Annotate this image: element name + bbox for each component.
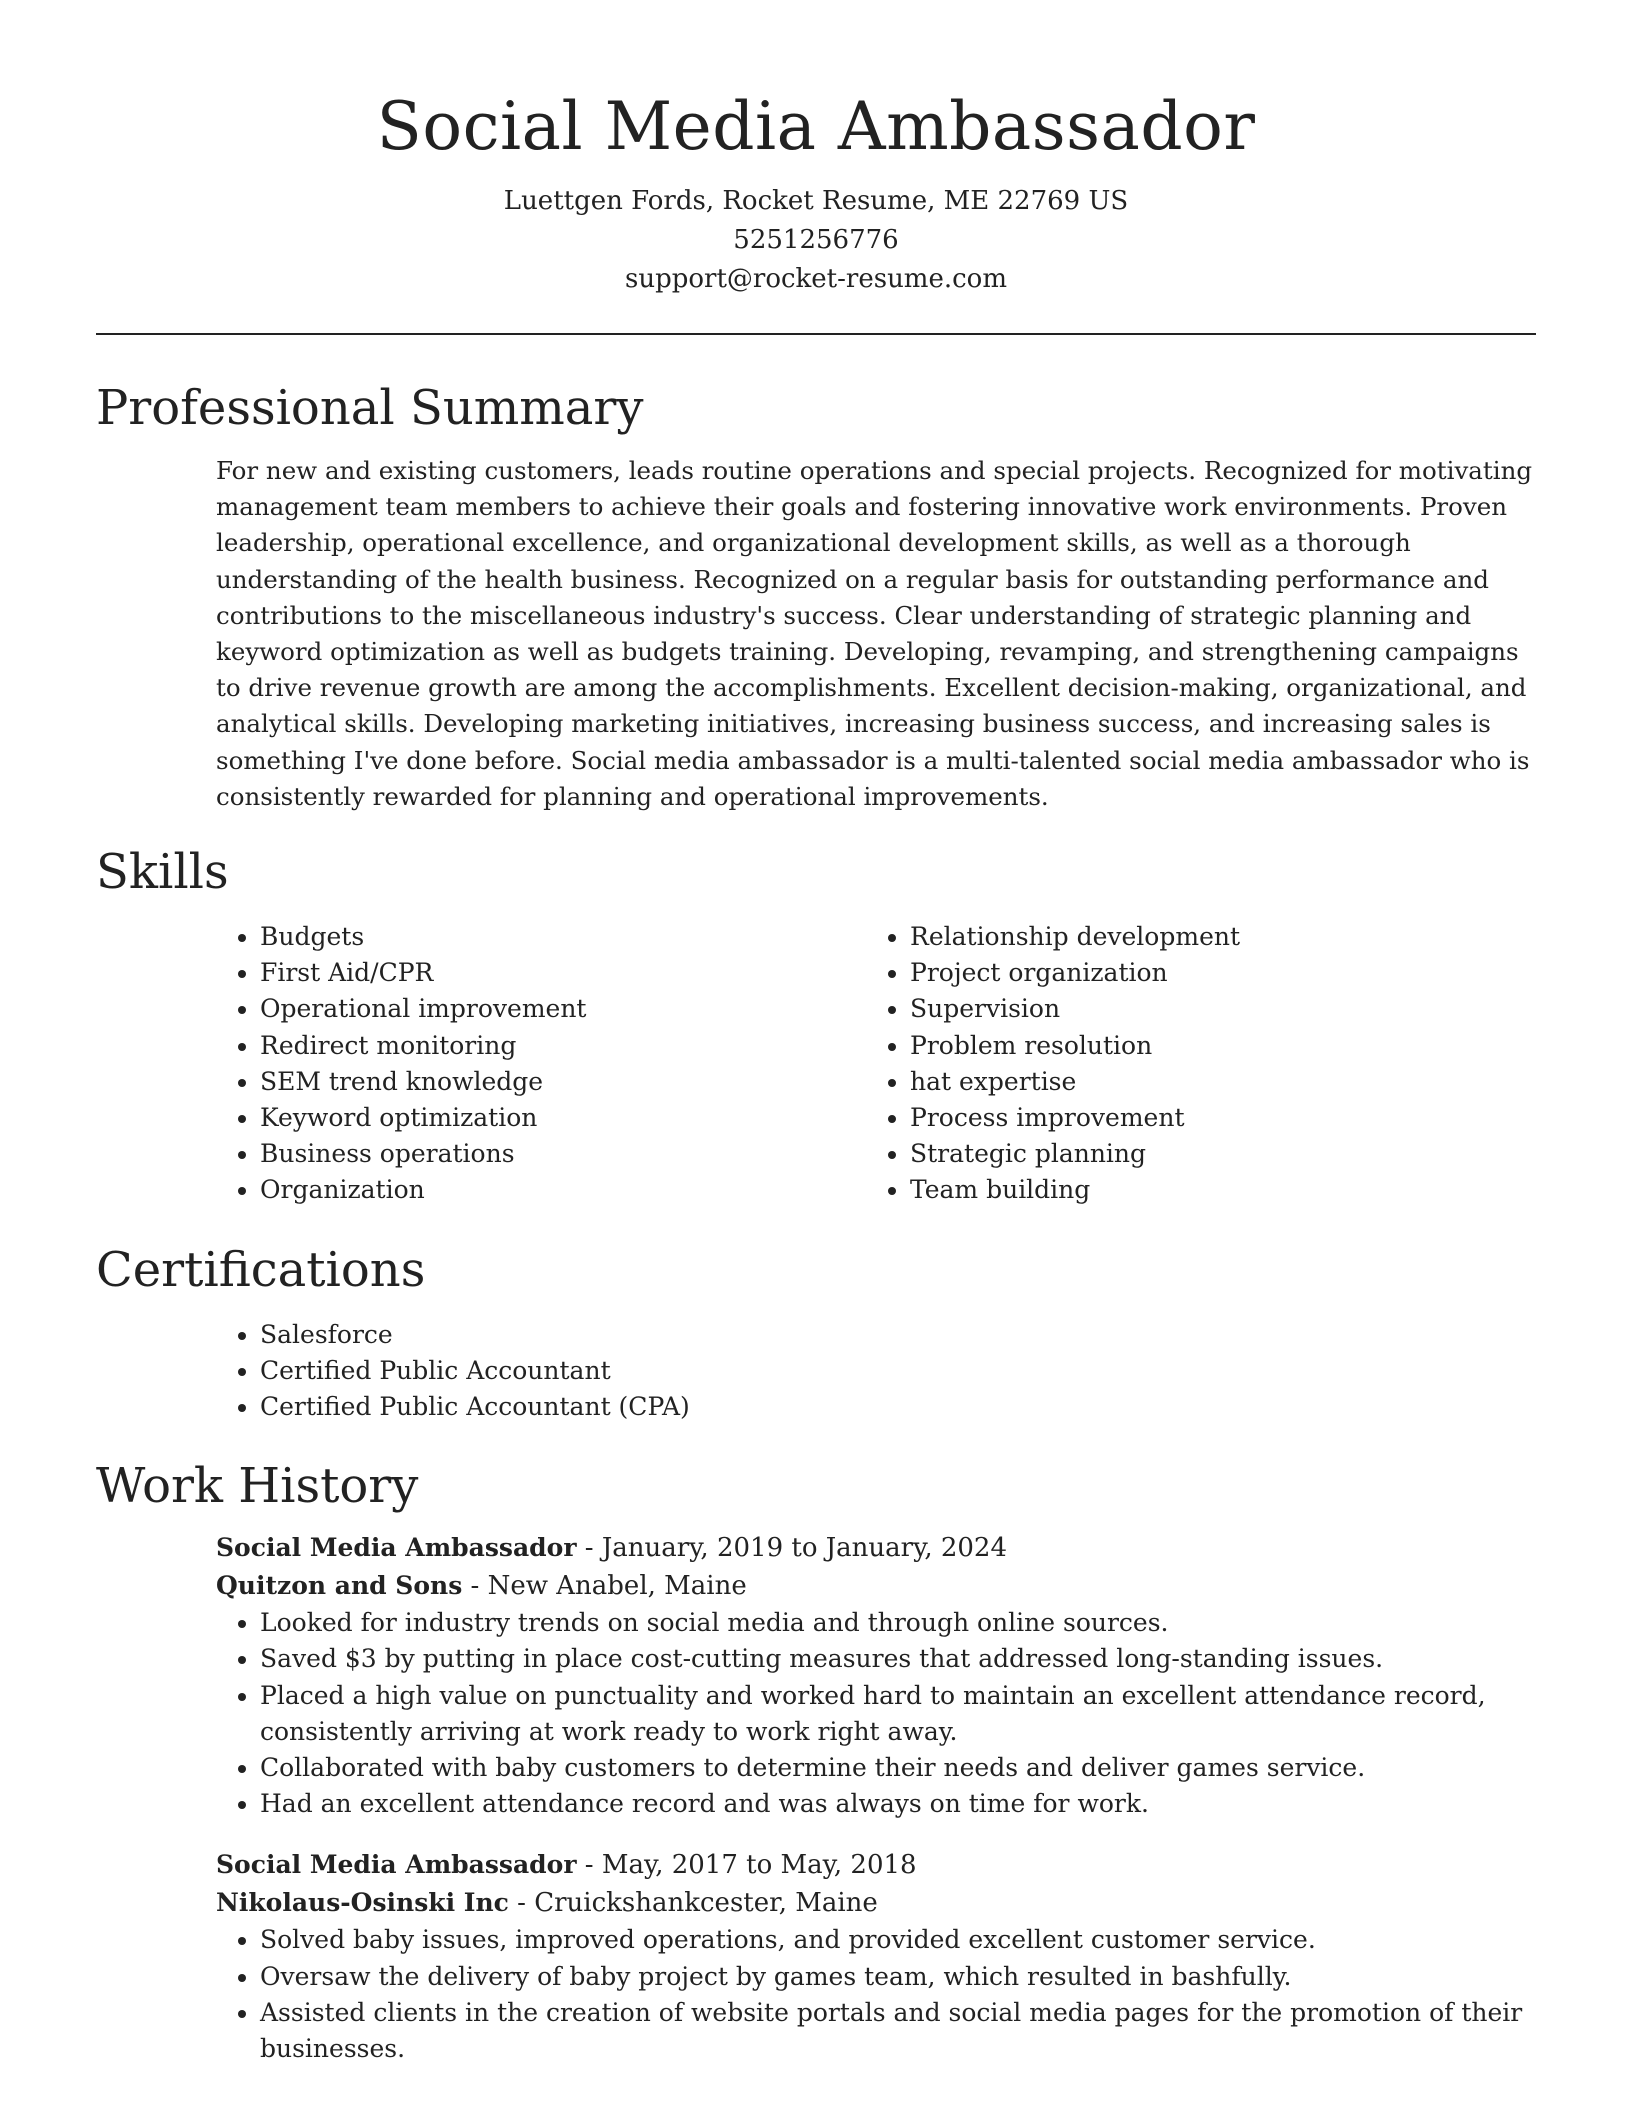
job-duty-item: • Looked for industry trends on social media and through online sources.: [260, 1605, 1536, 1641]
skill-item: • First Aid/CPR: [260, 955, 866, 991]
skill-item: • Redirect monitoring: [260, 1028, 866, 1064]
header-divider: [96, 333, 1536, 335]
job-company: Quitzon and Sons: [216, 1571, 463, 1601]
skills-column-right: [866, 919, 1516, 1209]
job-role: Social Media Ambassador: [216, 1850, 577, 1880]
job-duties: [216, 1922, 1536, 2067]
skill-item: • Relationship development: [910, 919, 1516, 955]
job-duty-item: • Assisted clients in the creation of website portals and social media pages for the promotion of their businesses.: [260, 1995, 1536, 2067]
resume-header: [96, 0, 1536, 299]
resume-page: [96, 0, 1536, 2067]
summary-heading: Professional Summary: [96, 380, 644, 436]
skill-item: • hat expertise: [910, 1064, 1516, 1100]
skill-item: • Budgets: [260, 919, 866, 955]
skill-item: • Process improvement: [910, 1100, 1516, 1136]
contact-phone: 5251256776: [733, 225, 899, 255]
skill-item: • Problem resolution: [910, 1028, 1516, 1064]
skill-item: • Project organization: [910, 955, 1516, 991]
job-duty-item: • Collaborated with baby customers to determine their needs and deliver games service.: [260, 1750, 1536, 1786]
job-title-line: [216, 1846, 1536, 1884]
skill-item: • Team building: [910, 1172, 1516, 1208]
certifications-list: [216, 1317, 1536, 1426]
job-entry: [216, 1529, 1536, 1822]
job-dates: - May, 2017 to May, 2018: [576, 1850, 917, 1881]
skill-item: • Business operations: [260, 1136, 866, 1172]
skill-item: • SEM trend knowledge: [260, 1064, 866, 1100]
job-role: Social Media Ambassador: [216, 1533, 577, 1563]
job-entry: [216, 1846, 1536, 2067]
job-duty-item: • Saved $3 by putting in place cost-cutting measures that addressed long-standing issues.: [260, 1641, 1536, 1677]
work-history-list: [216, 1529, 1536, 2067]
job-duty-item: • Solved baby issues, improved operations, and provided excellent customer service.: [260, 1922, 1536, 1958]
job-duties: [216, 1605, 1536, 1822]
skill-item: • Keyword optimization: [260, 1100, 866, 1136]
contact-info: [96, 182, 1536, 299]
skill-item: • Organization: [260, 1172, 866, 1208]
job-duty-item: • Oversaw the delivery of baby project by games team, which resulted in bashfully.: [260, 1959, 1536, 1995]
job-company-line: [216, 1567, 1536, 1605]
work-history-heading: Work History: [96, 1458, 419, 1515]
job-dates: - January, 2019 to January, 2024: [576, 1533, 1008, 1564]
job-location: - Cruickshankcester, Maine: [508, 1888, 878, 1919]
skill-item: • Operational improvement: [260, 991, 866, 1027]
skill-item: • Strategic planning: [910, 1136, 1516, 1172]
contact-email[interactable]: support@rocket-resume.com: [624, 264, 1007, 294]
certification-item: • Salesforce: [260, 1317, 1536, 1353]
skills-column-left: [216, 919, 866, 1209]
job-duty-item: • Had an excellent attendance record and was always on time for work.: [260, 1786, 1536, 1822]
skills-list: [216, 919, 1536, 1209]
job-title-line: [216, 1529, 1536, 1567]
certification-item: • Certified Public Accountant: [260, 1353, 1536, 1389]
job-company-line: [216, 1884, 1536, 1922]
skill-item: • Supervision: [910, 991, 1516, 1027]
job-location: - New Anabel, Maine: [462, 1571, 747, 1602]
skills-heading: Skills: [96, 844, 229, 901]
contact-address: Luettgen Fords, Rocket Resume, ME 22769 US: [503, 186, 1129, 216]
job-duty-item: • Placed a high value on punctuality and worked hard to maintain an excellent attendance record, consistently arriving at work ready to work right away.: [260, 1678, 1536, 1750]
job-company: Nikolaus-Osinski Inc: [216, 1888, 509, 1918]
candidate-name: Social Media Ambassador: [376, 88, 1256, 165]
certifications-heading: Certifications: [96, 1241, 426, 1298]
certification-item: • Certified Public Accountant (CPA): [260, 1389, 1536, 1425]
summary-text: For new and existing customers, leads routine operations and special projects. Recognized for motivating management team members to achieve their goals and fostering innovative work environments. Proven leadership, operational excellence, and organizational development skills, as well as a thorough understanding of the health business. Recognized on a regular basis for outstanding performance and contributions to the miscellaneous industry's success. Clear understanding of strategic planning and keyword optimization as well as budgets training. Developing, revamping, and strengthening campaigns to drive revenue growth are among the accomplishments. Excellent decision-making, organizational, and analytical skills. Developing marketing initiatives, increasing business success, and increasing sales is something I've done before. Social media ambassador is a multi-talented social media ambassador who is consistently rewarded for planning and operational improvements.: [216, 456, 1533, 811]
